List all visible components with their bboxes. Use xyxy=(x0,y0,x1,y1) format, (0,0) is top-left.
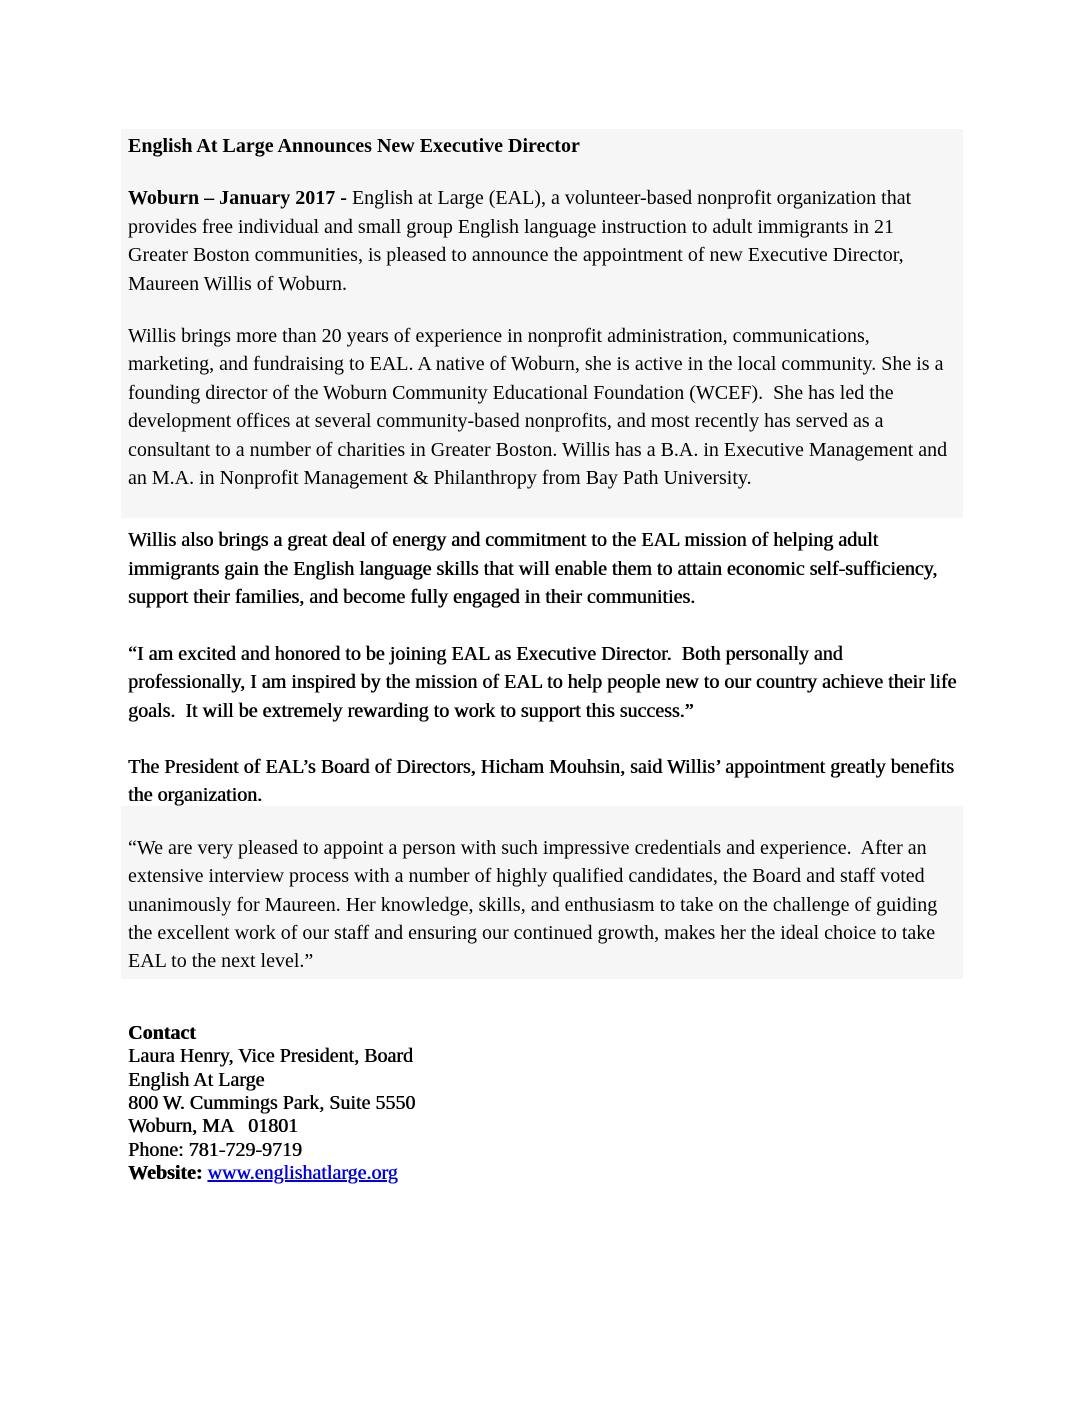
highlighted-block-top xyxy=(121,129,963,518)
paragraph-intro xyxy=(128,184,957,298)
contact-phone-line: Phone: 781-729-9719 xyxy=(128,1138,302,1161)
contact-heading: Contact xyxy=(128,1021,196,1044)
contact-address-line: 800 W. Cummings Park, Suite 5550 xyxy=(128,1091,416,1114)
paragraph-dateline: Woburn – January 2017 - xyxy=(128,187,352,210)
contact-org-line: English At Large xyxy=(128,1068,265,1091)
contact-website-line xyxy=(128,1162,957,1185)
paragraph-president-quote: “We are very pleased to appoint a person with such impressive credentials and experience. After an extensive interview process with a number of highly qualified candidates, the Board and staff voted unanimously for Maureen. Her knowledge, skills, and enthusiasm to take on the challenge of guiding the excellent work of our staff and ensuring our continued growth, makes her the ideal choice to take EAL to the next level.” xyxy=(128,836,943,973)
paragraph-intro-text: English at Large (EAL), a volunteer-based nonprofit organization that provides free individual and small group English language instruction to adult immigrants in 21 Greater Boston communities, is pleased to announce the appointment of new Executive Director, Maureen Willis of Woburn. xyxy=(128,187,917,295)
highlighted-block-quote xyxy=(121,806,963,979)
press-release xyxy=(121,129,963,1186)
website-label: Website: xyxy=(128,1162,208,1185)
contact-city-line: Woburn, MA 01801 xyxy=(128,1115,299,1138)
document-title: English At Large Announces New Executive Director xyxy=(128,135,580,157)
paragraph-mission: Willis also brings a great deal of energy and commitment to the EAL mission of helping adult immigrants gain the English language skills that will enable them to attain economic self-sufficiency, support their families, and become fully engaged in their communities. xyxy=(128,529,943,609)
paragraph-board-president: The President of EAL’s Board of Directors, Hicham Mouhsin, said Willis’ appointment greatly benefits the organization. xyxy=(128,755,959,807)
contact-block xyxy=(121,1022,963,1186)
paragraph-willis-quote: “I am excited and honored to be joining EAL as Executive Director. Both personally and professionally, I am inspired by the mission of EAL to help people new to our country achieve their life goals. It will be extremely rewarding to work to support this success.” xyxy=(128,642,962,722)
website-link[interactable]: www.englishatlarge.org xyxy=(207,1162,398,1185)
paragraph-background: Willis brings more than 20 years of experience in nonprofit administration, communications, marketing, and fundraising to EAL. A native of Woburn, she is active in the local community. She is a founding director of the Woburn Community Educational Foundation (WCEF). She has led the development offices at several community-based nonprofits, and most recently has served as a consultant to a number of charities in Greater Boston. Willis has a B.A. in Executive Management and an M.A. in Nonprofit Management & Philanthropy from Bay Path University. xyxy=(128,325,953,490)
contact-name-line: Laura Henry, Vice President, Board xyxy=(128,1045,413,1068)
